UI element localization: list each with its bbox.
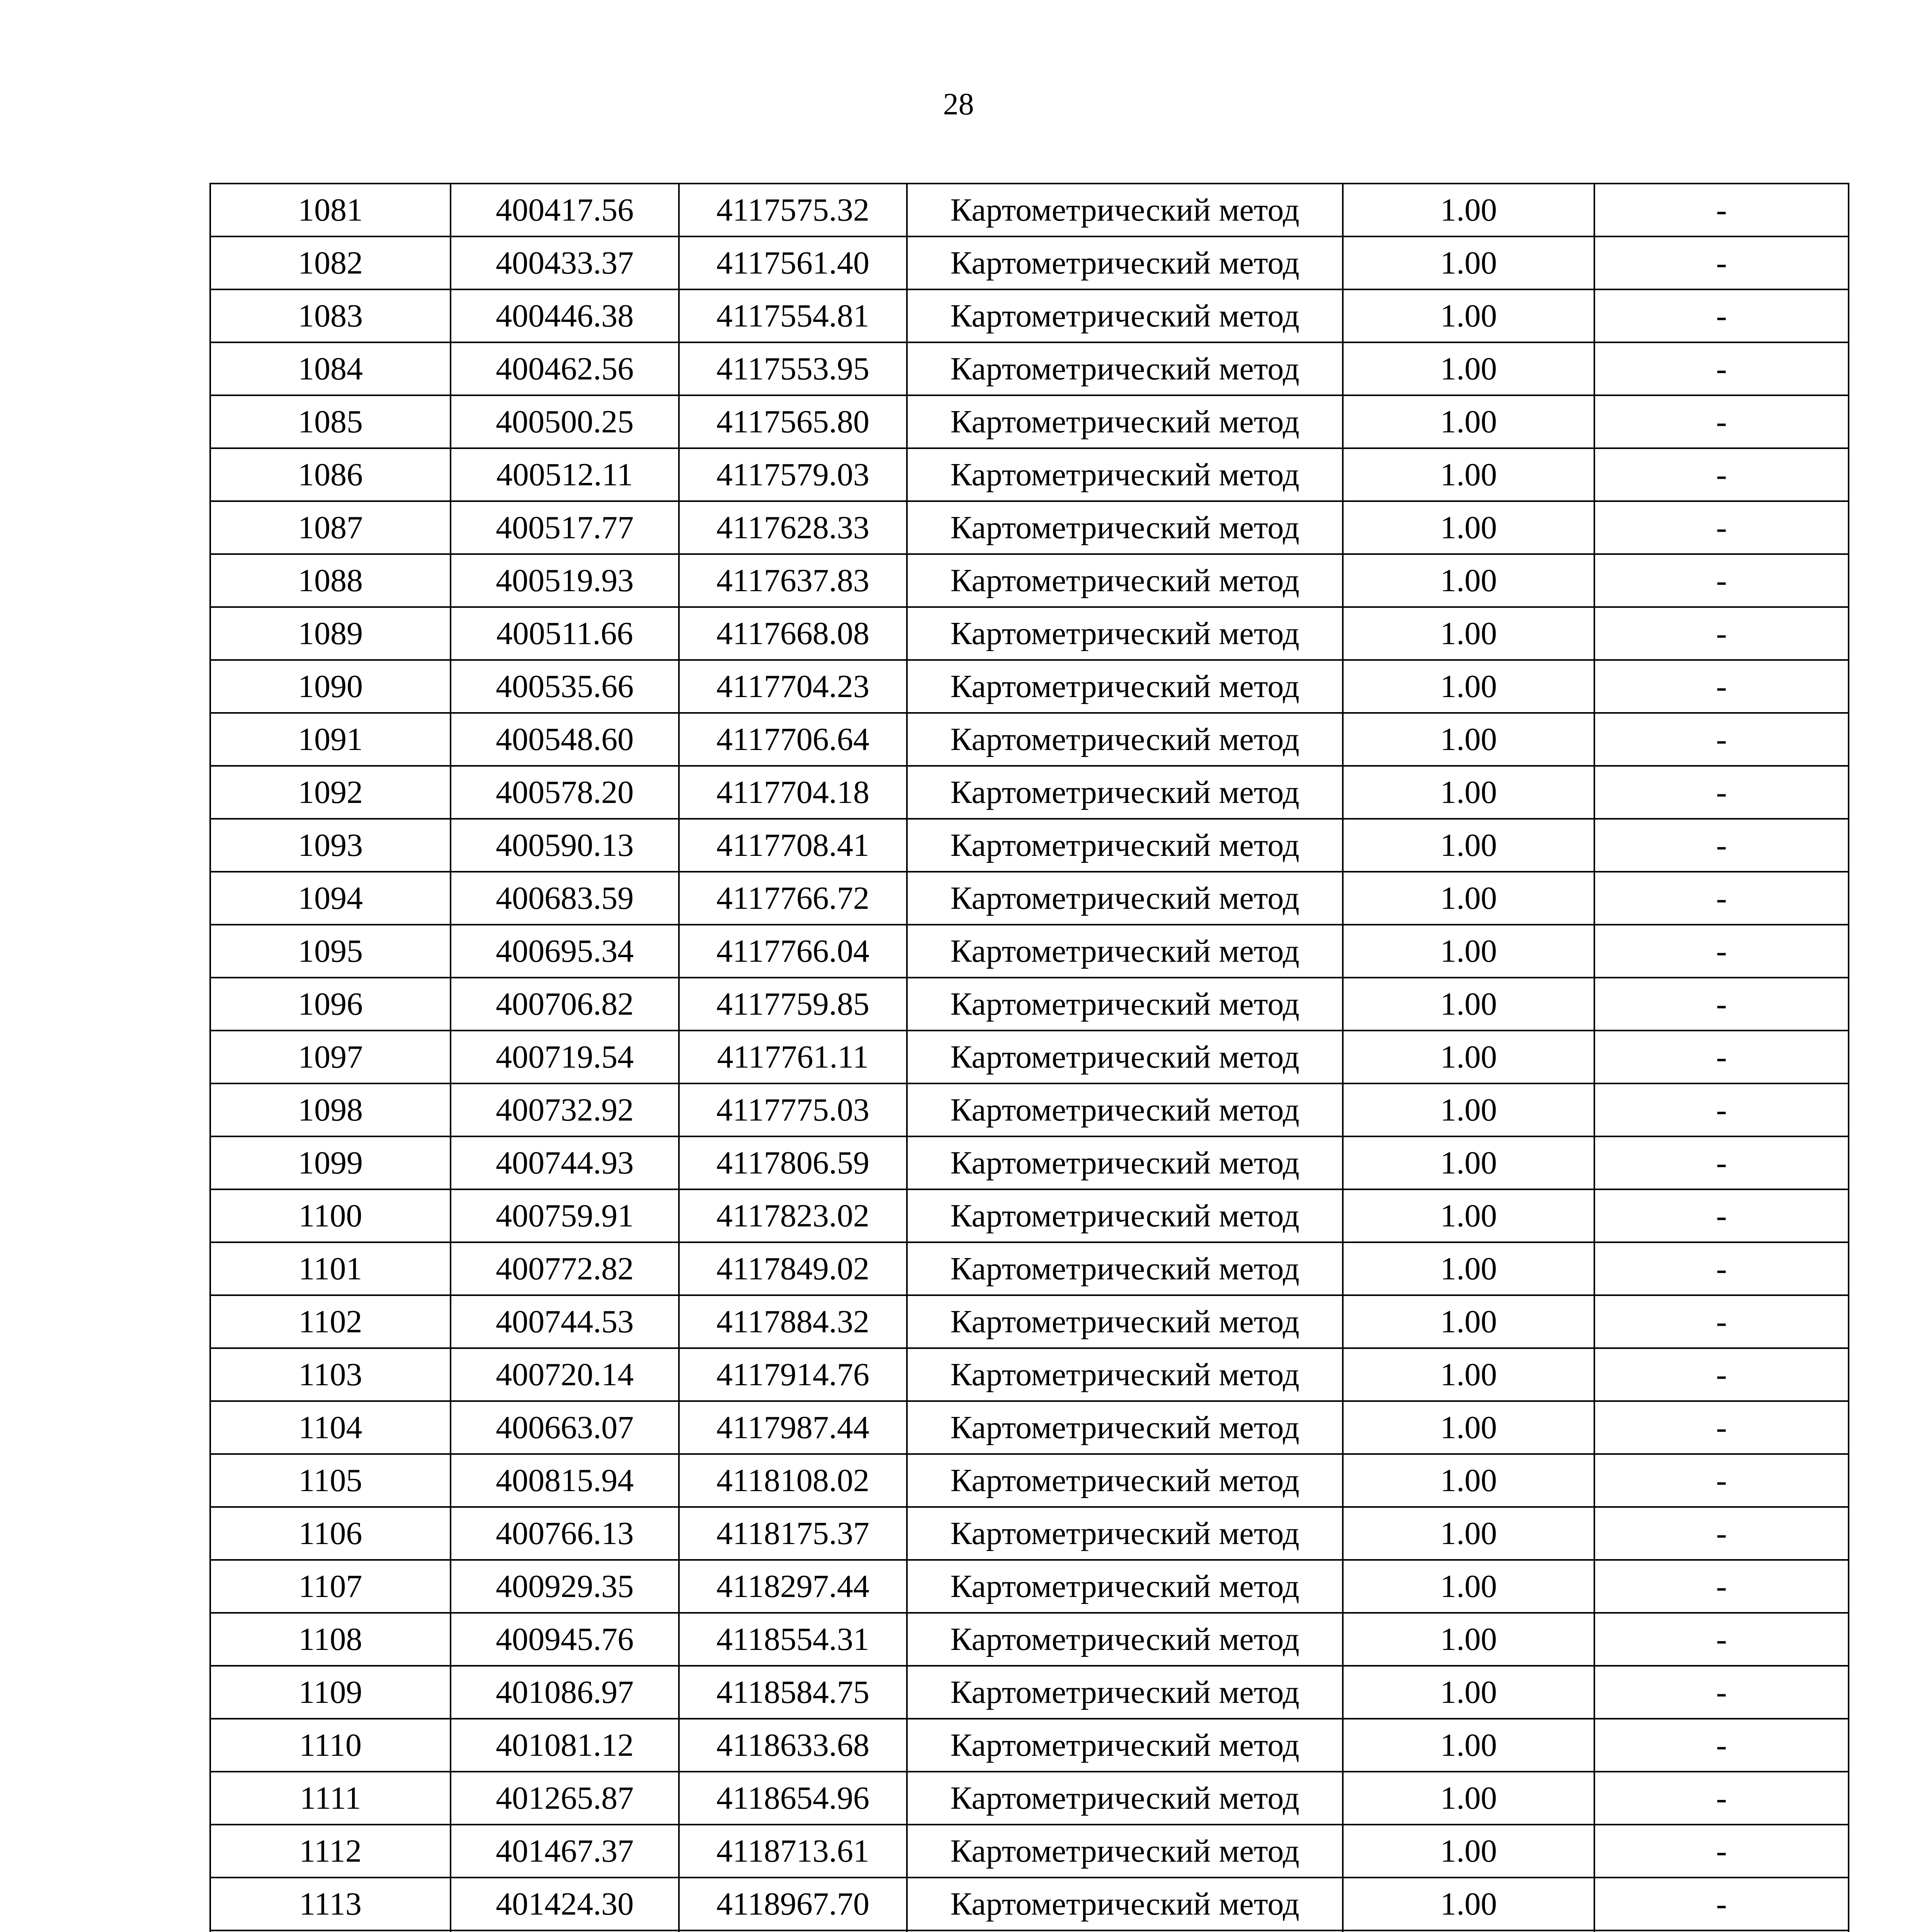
table-row [210,236,1849,289]
description-cell: - [1594,1719,1849,1772]
point-number-cell: 1112 [210,1825,451,1878]
accuracy-cell: 1.00 [1343,1295,1594,1348]
x-coordinate-cell: 400500.25 [451,395,679,448]
accuracy-cell: 1.00 [1343,1348,1594,1401]
accuracy-cell: 1.00 [1343,1772,1594,1825]
table-row [210,1348,1849,1401]
point-number-cell: 1109 [210,1666,451,1719]
description-cell: - [1594,184,1849,236]
table-row [210,1613,1849,1666]
x-coordinate-cell: 401086.97 [451,1666,679,1719]
method-cell: Картометрический метод [907,1878,1343,1930]
point-number-cell: 1106 [210,1507,451,1560]
description-cell [1594,1930,1849,1932]
accuracy-cell: 1.00 [1343,1825,1594,1878]
table-row [210,1772,1849,1825]
method-cell: Картометрический метод [907,660,1343,713]
y-coordinate-cell: 4118108.02 [679,1454,907,1507]
x-coordinate-cell: 400815.94 [451,1454,679,1507]
description-cell: - [1594,766,1849,819]
point-number-cell: 1085 [210,395,451,448]
y-coordinate-cell: 4117766.72 [679,872,907,925]
y-coordinate-cell [679,1930,907,1932]
y-coordinate-cell: 4118175.37 [679,1507,907,1560]
method-cell: Картометрический метод [907,1772,1343,1825]
description-cell: - [1594,342,1849,395]
point-number-cell: 1082 [210,236,451,289]
method-cell: Картометрический метод [907,766,1343,819]
description-cell: - [1594,607,1849,660]
table-row [210,1930,1849,1932]
point-number-cell: 1086 [210,448,451,501]
x-coordinate-cell: 400417.56 [451,184,679,236]
x-coordinate-cell: 400766.13 [451,1507,679,1560]
point-number-cell: 1089 [210,607,451,660]
y-coordinate-cell: 4118633.68 [679,1719,907,1772]
table-row [210,1454,1849,1507]
x-coordinate-cell: 400663.07 [451,1401,679,1454]
point-number-cell: 1091 [210,713,451,766]
accuracy-cell: 1.00 [1343,713,1594,766]
method-cell: Картометрический метод [907,1136,1343,1189]
y-coordinate-cell: 4118713.61 [679,1825,907,1878]
accuracy-cell: 1.00 [1343,501,1594,554]
table-row [210,184,1849,236]
x-coordinate-cell: 400511.66 [451,607,679,660]
y-coordinate-cell: 4117704.23 [679,660,907,713]
x-coordinate-cell: 400744.53 [451,1295,679,1348]
table-row [210,1295,1849,1348]
y-coordinate-cell: 4117706.64 [679,713,907,766]
method-cell: Картометрический метод [907,1507,1343,1560]
x-coordinate-cell: 401467.37 [451,1825,679,1878]
point-number-cell: 1093 [210,819,451,872]
method-cell: Картометрический метод [907,395,1343,448]
accuracy-cell: 1.00 [1343,1666,1594,1719]
method-cell: Картометрический метод [907,1454,1343,1507]
y-coordinate-cell: 4117849.02 [679,1242,907,1295]
description-cell: - [1594,713,1849,766]
table-row [210,1878,1849,1930]
x-coordinate-cell: 401424.30 [451,1878,679,1930]
description-cell: - [1594,1560,1849,1613]
y-coordinate-cell: 4117766.04 [679,925,907,978]
method-cell: Картометрический метод [907,1242,1343,1295]
description-cell: - [1594,395,1849,448]
accuracy-cell: 1.00 [1343,395,1594,448]
description-cell: - [1594,448,1849,501]
accuracy-cell: 1.00 [1343,1454,1594,1507]
point-number-cell: 1101 [210,1242,451,1295]
description-cell: - [1594,1507,1849,1560]
x-coordinate-cell: 400759.91 [451,1189,679,1242]
point-number-cell: 1084 [210,342,451,395]
method-cell: Картометрический метод [907,342,1343,395]
x-coordinate-cell: 400929.35 [451,1560,679,1613]
x-coordinate-cell: 400683.59 [451,872,679,925]
point-number-cell: 1103 [210,1348,451,1401]
y-coordinate-cell: 4118967.70 [679,1878,907,1930]
table-row [210,1242,1849,1295]
x-coordinate-cell: 400446.38 [451,289,679,342]
method-cell: Картометрический метод [907,1189,1343,1242]
x-coordinate-cell: 401265.87 [451,1772,679,1825]
table-row [210,660,1849,713]
y-coordinate-cell: 4117553.95 [679,342,907,395]
table-row [210,554,1849,607]
description-cell: - [1594,1401,1849,1454]
description-cell: - [1594,1454,1849,1507]
x-coordinate-cell: 400535.66 [451,660,679,713]
method-cell: Картометрический метод [907,236,1343,289]
method-cell: Картометрический метод [907,1560,1343,1613]
x-coordinate-cell: 401081.12 [451,1719,679,1772]
description-cell: - [1594,1613,1849,1666]
accuracy-cell: 1.00 [1343,1613,1594,1666]
description-cell: - [1594,1348,1849,1401]
table-row [210,501,1849,554]
description-cell: - [1594,925,1849,978]
point-number-cell: 1099 [210,1136,451,1189]
table-row [210,448,1849,501]
method-cell: Картометрический метод [907,819,1343,872]
method-cell: Картометрический метод [907,1348,1343,1401]
x-coordinate-cell: 400548.60 [451,713,679,766]
accuracy-cell: 1.00 [1343,1242,1594,1295]
method-cell: Картометрический метод [907,1666,1343,1719]
accuracy-cell: 1.00 [1343,766,1594,819]
description-cell: - [1594,289,1849,342]
table-row [210,1666,1849,1719]
point-number-cell: 1110 [210,1719,451,1772]
description-cell: - [1594,978,1849,1031]
description-cell: - [1594,872,1849,925]
description-cell: - [1594,660,1849,713]
y-coordinate-cell: 4117628.33 [679,501,907,554]
point-number-cell: 1100 [210,1189,451,1242]
table-row [210,395,1849,448]
description-cell: - [1594,1772,1849,1825]
table-row [210,1083,1849,1136]
x-coordinate-cell: 400706.82 [451,978,679,1031]
coordinates-table-body [210,184,1849,1932]
point-number-cell: 1090 [210,660,451,713]
accuracy-cell: 1.00 [1343,1031,1594,1083]
method-cell [907,1930,1343,1932]
y-coordinate-cell: 4118297.44 [679,1560,907,1613]
description-cell: - [1594,1825,1849,1878]
method-cell: Картометрический метод [907,925,1343,978]
x-coordinate-cell: 400433.37 [451,236,679,289]
x-coordinate-cell: 400462.56 [451,342,679,395]
accuracy-cell: 1.00 [1343,236,1594,289]
accuracy-cell: 1.00 [1343,289,1594,342]
table-row [210,925,1849,978]
point-number-cell: 1102 [210,1295,451,1348]
y-coordinate-cell: 4117704.18 [679,766,907,819]
x-coordinate-cell: 400695.34 [451,925,679,978]
table-row [210,766,1849,819]
point-number-cell: 1108 [210,1613,451,1666]
y-coordinate-cell: 4117775.03 [679,1083,907,1136]
y-coordinate-cell: 4117579.03 [679,448,907,501]
point-number-cell: 1097 [210,1031,451,1083]
description-cell: - [1594,819,1849,872]
x-coordinate-cell: 400590.13 [451,819,679,872]
description-cell: - [1594,501,1849,554]
x-coordinate-cell: 400732.92 [451,1083,679,1136]
table-row [210,289,1849,342]
description-cell: - [1594,554,1849,607]
description-cell: - [1594,1295,1849,1348]
point-number-cell: 1105 [210,1454,451,1507]
x-coordinate-cell: 400512.11 [451,448,679,501]
x-coordinate-cell: 400519.93 [451,554,679,607]
point-number-cell: 1095 [210,925,451,978]
x-coordinate-cell: 400719.54 [451,1031,679,1083]
table-row [210,819,1849,872]
y-coordinate-cell: 4118654.96 [679,1772,907,1825]
method-cell: Картометрический метод [907,448,1343,501]
x-coordinate-cell: 400517.77 [451,501,679,554]
method-cell: Картометрический метод [907,872,1343,925]
table-row [210,1136,1849,1189]
point-number-cell: 1088 [210,554,451,607]
accuracy-cell: 1.00 [1343,660,1594,713]
method-cell: Картометрический метод [907,501,1343,554]
accuracy-cell: 1.00 [1343,1136,1594,1189]
point-number-cell [210,1930,451,1932]
point-number-cell: 1107 [210,1560,451,1613]
y-coordinate-cell: 4117561.40 [679,236,907,289]
accuracy-cell: 1.00 [1343,554,1594,607]
y-coordinate-cell: 4117575.32 [679,184,907,236]
table-row [210,607,1849,660]
point-number-cell: 1113 [210,1878,451,1930]
table-row [210,342,1849,395]
y-coordinate-cell: 4117761.11 [679,1031,907,1083]
accuracy-cell: 1.00 [1343,1719,1594,1772]
accuracy-cell: 1.00 [1343,872,1594,925]
page-number: 28 [943,87,974,121]
y-coordinate-cell: 4117987.44 [679,1401,907,1454]
table-row [210,1560,1849,1613]
y-coordinate-cell: 4117759.85 [679,978,907,1031]
method-cell: Картометрический метод [907,1401,1343,1454]
x-coordinate-cell: 400945.76 [451,1613,679,1666]
table-row [210,872,1849,925]
table-row [210,713,1849,766]
y-coordinate-cell: 4117914.76 [679,1348,907,1401]
description-cell: - [1594,1242,1849,1295]
y-coordinate-cell: 4117708.41 [679,819,907,872]
x-coordinate-cell [451,1930,679,1932]
y-coordinate-cell: 4117823.02 [679,1189,907,1242]
accuracy-cell: 1.00 [1343,1560,1594,1613]
method-cell: Картометрический метод [907,289,1343,342]
accuracy-cell: 1.00 [1343,184,1594,236]
x-coordinate-cell: 400720.14 [451,1348,679,1401]
accuracy-cell: 1.00 [1343,1083,1594,1136]
table-row [210,1189,1849,1242]
table-row [210,1507,1849,1560]
accuracy-cell: 1.00 [1343,1189,1594,1242]
method-cell: Картометрический метод [907,1083,1343,1136]
point-number-cell: 1098 [210,1083,451,1136]
point-number-cell: 1087 [210,501,451,554]
accuracy-cell: 1.00 [1343,448,1594,501]
table-row [210,1719,1849,1772]
table-row [210,1825,1849,1878]
method-cell: Картометрический метод [907,1825,1343,1878]
accuracy-cell: 1.00 [1343,978,1594,1031]
accuracy-cell: 1.00 [1343,1507,1594,1560]
y-coordinate-cell: 4117668.08 [679,607,907,660]
point-number-cell: 1104 [210,1401,451,1454]
method-cell: Картометрический метод [907,978,1343,1031]
description-cell: - [1594,1878,1849,1930]
description-cell: - [1594,1666,1849,1719]
y-coordinate-cell: 4118554.31 [679,1613,907,1666]
description-cell: - [1594,1189,1849,1242]
accuracy-cell [1343,1930,1594,1932]
method-cell: Картометрический метод [907,713,1343,766]
accuracy-cell: 1.00 [1343,1878,1594,1930]
description-cell: - [1594,1136,1849,1189]
method-cell: Картометрический метод [907,1613,1343,1666]
accuracy-cell: 1.00 [1343,819,1594,872]
x-coordinate-cell: 400772.82 [451,1242,679,1295]
method-cell: Картометрический метод [907,1031,1343,1083]
method-cell: Картометрический метод [907,1719,1343,1772]
y-coordinate-cell: 4117554.81 [679,289,907,342]
point-number-cell: 1083 [210,289,451,342]
table-row [210,1031,1849,1083]
coordinates-table [209,183,1849,1932]
description-cell: - [1594,236,1849,289]
description-cell: - [1594,1031,1849,1083]
y-coordinate-cell: 4117565.80 [679,395,907,448]
table-row [210,1401,1849,1454]
method-cell: Картометрический метод [907,1295,1343,1348]
accuracy-cell: 1.00 [1343,925,1594,978]
point-number-cell: 1092 [210,766,451,819]
method-cell: Картометрический метод [907,184,1343,236]
point-number-cell: 1081 [210,184,451,236]
point-number-cell: 1094 [210,872,451,925]
description-cell: - [1594,1083,1849,1136]
method-cell: Картометрический метод [907,607,1343,660]
y-coordinate-cell: 4117884.32 [679,1295,907,1348]
point-number-cell: 1096 [210,978,451,1031]
method-cell: Картометрический метод [907,554,1343,607]
accuracy-cell: 1.00 [1343,607,1594,660]
x-coordinate-cell: 400744.93 [451,1136,679,1189]
table-row [210,978,1849,1031]
accuracy-cell: 1.00 [1343,1401,1594,1454]
y-coordinate-cell: 4118584.75 [679,1666,907,1719]
point-number-cell: 1111 [210,1772,451,1825]
accuracy-cell: 1.00 [1343,342,1594,395]
y-coordinate-cell: 4117806.59 [679,1136,907,1189]
y-coordinate-cell: 4117637.83 [679,554,907,607]
x-coordinate-cell: 400578.20 [451,766,679,819]
